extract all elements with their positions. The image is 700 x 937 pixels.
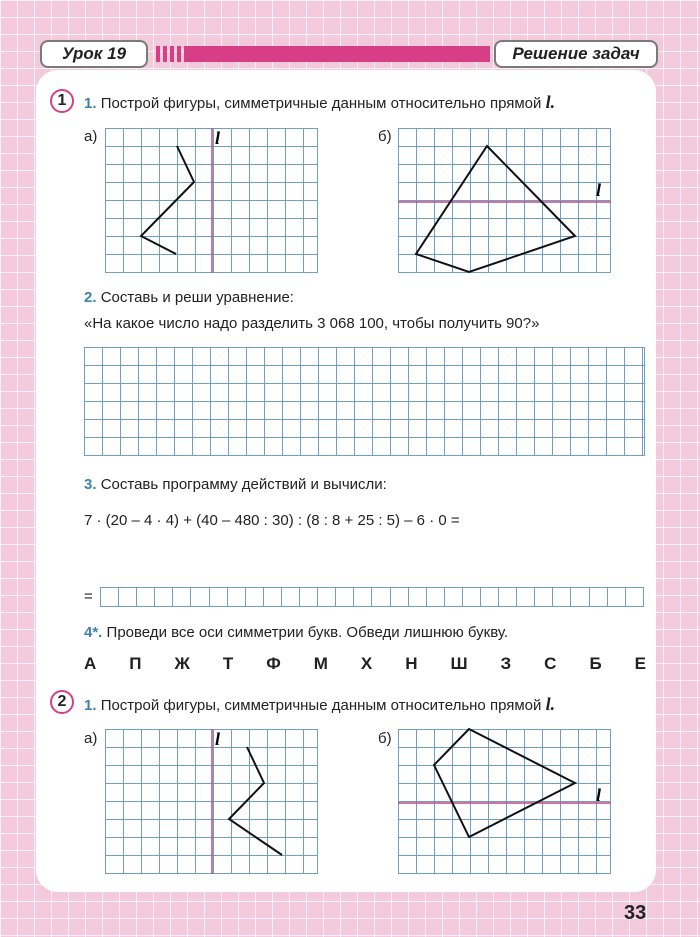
task-number: 4*.: [84, 624, 103, 641]
section-badge-1: 1: [50, 89, 74, 113]
figure-1b: [398, 128, 611, 273]
task-number: 3.: [84, 476, 97, 493]
grid-2a[interactable]: [105, 729, 318, 874]
axis-label: l: [215, 128, 221, 148]
subtask-a-label: а): [84, 730, 98, 747]
equation-grid[interactable]: [84, 347, 645, 456]
letter[interactable]: Ш: [450, 654, 468, 673]
task-text: Построй фигуры, симметричные данным относительно прямой: [100, 95, 542, 112]
task-1-3-heading: [84, 476, 387, 493]
task-text: Составь и реши уравнение:: [100, 289, 294, 306]
lesson-label: Урок 19: [40, 40, 148, 68]
figure-polyline: [229, 747, 282, 855]
letter[interactable]: А: [84, 654, 97, 673]
grid-1b[interactable]: [398, 128, 611, 273]
letter[interactable]: Б: [589, 654, 602, 673]
figure-polygon: [434, 729, 575, 837]
task-1-2-line1: [84, 289, 294, 306]
axis-label: l: [215, 729, 221, 749]
task-1-1-heading: [84, 92, 555, 113]
letter[interactable]: Н: [405, 654, 418, 673]
task-text: Составь программу действий и вычисли:: [100, 476, 387, 493]
letter[interactable]: П: [129, 654, 142, 673]
subtask-b-label: б): [378, 730, 392, 747]
line-symbol: l.: [545, 92, 556, 112]
grid-2b[interactable]: [398, 729, 611, 874]
task-1-4-heading: [84, 624, 508, 641]
subtask-b-label: б): [378, 128, 392, 145]
axis-label: l: [596, 180, 602, 200]
answer-cells[interactable]: [100, 587, 644, 607]
letter[interactable]: Ф: [266, 654, 281, 673]
figure-2b: [398, 729, 611, 874]
letter[interactable]: С: [544, 654, 557, 673]
figure-polygon: [416, 146, 575, 272]
line-symbol: l.: [545, 694, 556, 714]
subtask-a-label: а): [84, 128, 98, 145]
letter[interactable]: М: [313, 654, 328, 673]
equals-sign: =: [84, 588, 93, 605]
letters-row: [84, 654, 646, 674]
grid-1a[interactable]: [105, 128, 318, 273]
task-number: 2.: [84, 289, 97, 306]
figure-polyline: [141, 146, 194, 254]
task-1-2-line2: «На какое число надо разделить 3 068 100, чтобы получить 90?»: [84, 315, 540, 332]
letter[interactable]: Е: [634, 654, 646, 673]
task-text: Проведи все оси симметрии букв. Обведи лишнюю букву.: [106, 624, 509, 641]
header-bar: [186, 46, 490, 62]
figure-1a: [105, 128, 318, 273]
task-number: 1.: [84, 697, 97, 714]
section-badge-2: 2: [50, 690, 74, 714]
letter[interactable]: Х: [360, 654, 373, 673]
expression: 7 · (20 – 4 · 4) + (40 – 480 : 30) : (8 : 8 + 25 : 5) – 6 · 0 =: [84, 512, 460, 529]
header-stripes: [156, 46, 186, 62]
letter[interactable]: З: [500, 654, 512, 673]
task-text: Построй фигуры, симметричные данным относительно прямой: [100, 697, 542, 714]
task-2-1-heading: [84, 694, 555, 715]
topic-label: Решение задач: [494, 40, 658, 68]
axis-label: l: [596, 785, 602, 805]
page-number: 33: [624, 902, 647, 924]
figure-2a: [105, 729, 318, 874]
letter[interactable]: Т: [222, 654, 234, 673]
letter[interactable]: Ж: [174, 654, 190, 673]
task-number: 1.: [84, 95, 97, 112]
